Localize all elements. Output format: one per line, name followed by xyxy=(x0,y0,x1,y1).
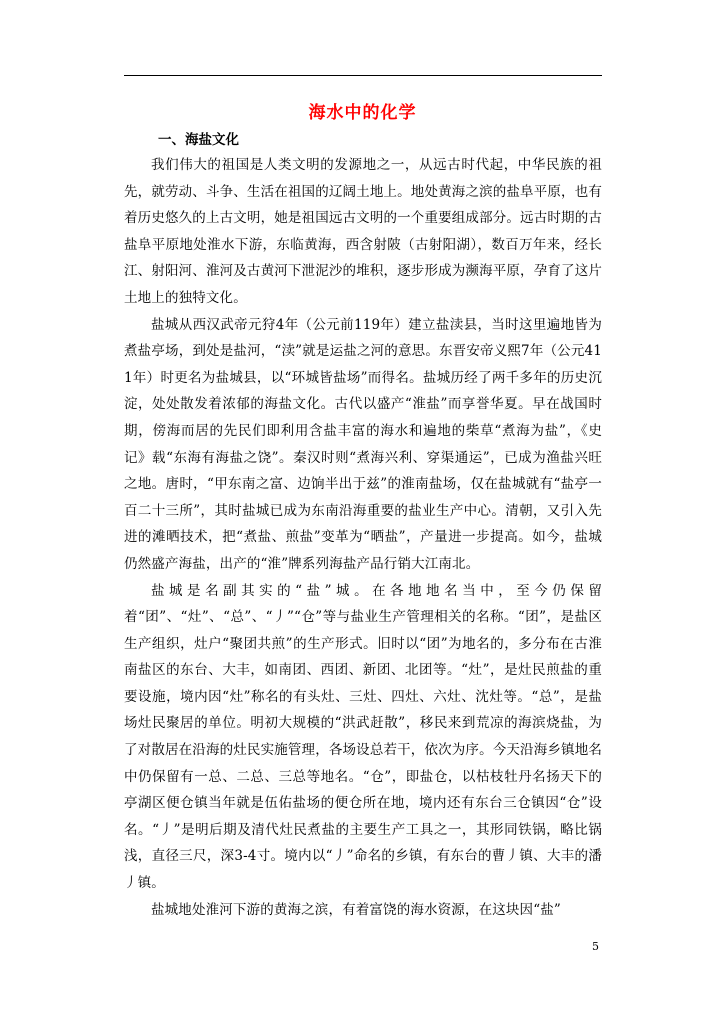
header-rule xyxy=(124,75,602,76)
paragraph: 盐城地处淮河下游的黄海之滨，有着富饶的海水资源，在这块因“盐” xyxy=(151,901,561,918)
paragraph: 盐城从西汉武帝元狩4年（公元前119年）建立盐渎县，当时这里遍地皆为煮盐亭场，到处是盐河，“渎”就是运盐之河的意思。东晋安帝义熙7年（公元411年）时更名为盐城县，以“环城皆盐场”而得名。盐城历经了两千多年的历史沉淀，处处散发着浓郁的海盐文化。古代以盛产“淮盐”而享誉华夏。早在战国时期，傍海而居的先民们即利用含盐丰富的海水和遍地的柴草“煮海为盐”，《史记》载“东海有海盐之饶”。秦汉时则“煮海兴利、穿渠通运”，已成为渔盐兴旺之地。唐时，“甲东南之富、边饷半出于兹”的淮南盐场，仅在盐城就有“盐亭一百二十三所”，其时盐城已成为东南沿海重要的盐业生产中心。清朝，又引入先进的滩晒技术，把“煮盐、煎盐”变革为“晒盐”，产量进一步提高。如今，盐城仍然盛产海盐，出产的“淮”牌系列海盐产品行销大江南北。 xyxy=(124,316,602,572)
paragraph: 我们伟大的祖国是人类文明的发源地之一，从远古时代起，中华民族的祖先，就劳动、斗争、生活在祖国的辽阔土地上。地处黄海之滨的盐阜平原，也有着历史悠久的上古文明，她是祖国远古文明的一个重要组成部分。远古时期的古盐阜平原地处淮水下游，东临黄海，西含射陂（古射阳湖），数百万年来，经长江、射阳河、淮河及古黄河下泄泥沙的堆积，逐步形成为濒海平原，孕育了这片土地上的独特文化。 xyxy=(124,157,602,306)
page-number: 5 xyxy=(592,940,599,953)
paragraph: 盐城是名副其实的“盐”城。在各地地名当中，至今仍保留着“团”、“灶”、“总”、“丿”“仓”等与盐业生产管理相关的名称。“团”，是盐区生产组织，灶户“聚团共煎”的生产形式。旧时以“团”为地名的，多分布在古淮南盐区的东台、大丰，如南团、西团、新团、北团等。“灶”，是灶民煎盐的重要设施，境内因“灶”称名的有头灶、三灶、四灶、六灶、沈灶等。“总”，是盐场灶民聚居的单位。明初大规模的“洪武赶散”，移民来到荒凉的海滨烧盐，为了对散居在沿海的灶民实施管理，各场设总若干，依次为序。今天沿海乡镇地名中仍保留有一总、二总、三总等地名。“仓”，即盐仓，以枯枝牡丹名扬天下的亭湖区便仓镇当年就是伍佑盐场的便仓所在地，境内还有东台三仓镇因“仓”设名。“丿”是明后期及清代灶民煮盐的主要生产工具之一，其形同铁锅，略比锅浅，直径三尺，深3-4寸。境内以“丿”命名的乡镇，有东台的曹丿镇、大丰的潘丿镇。 xyxy=(124,582,602,892)
document-body xyxy=(124,152,602,923)
document-title: 海水中的化学 xyxy=(308,103,417,123)
section-heading: 一、海盐文化 xyxy=(158,132,239,148)
